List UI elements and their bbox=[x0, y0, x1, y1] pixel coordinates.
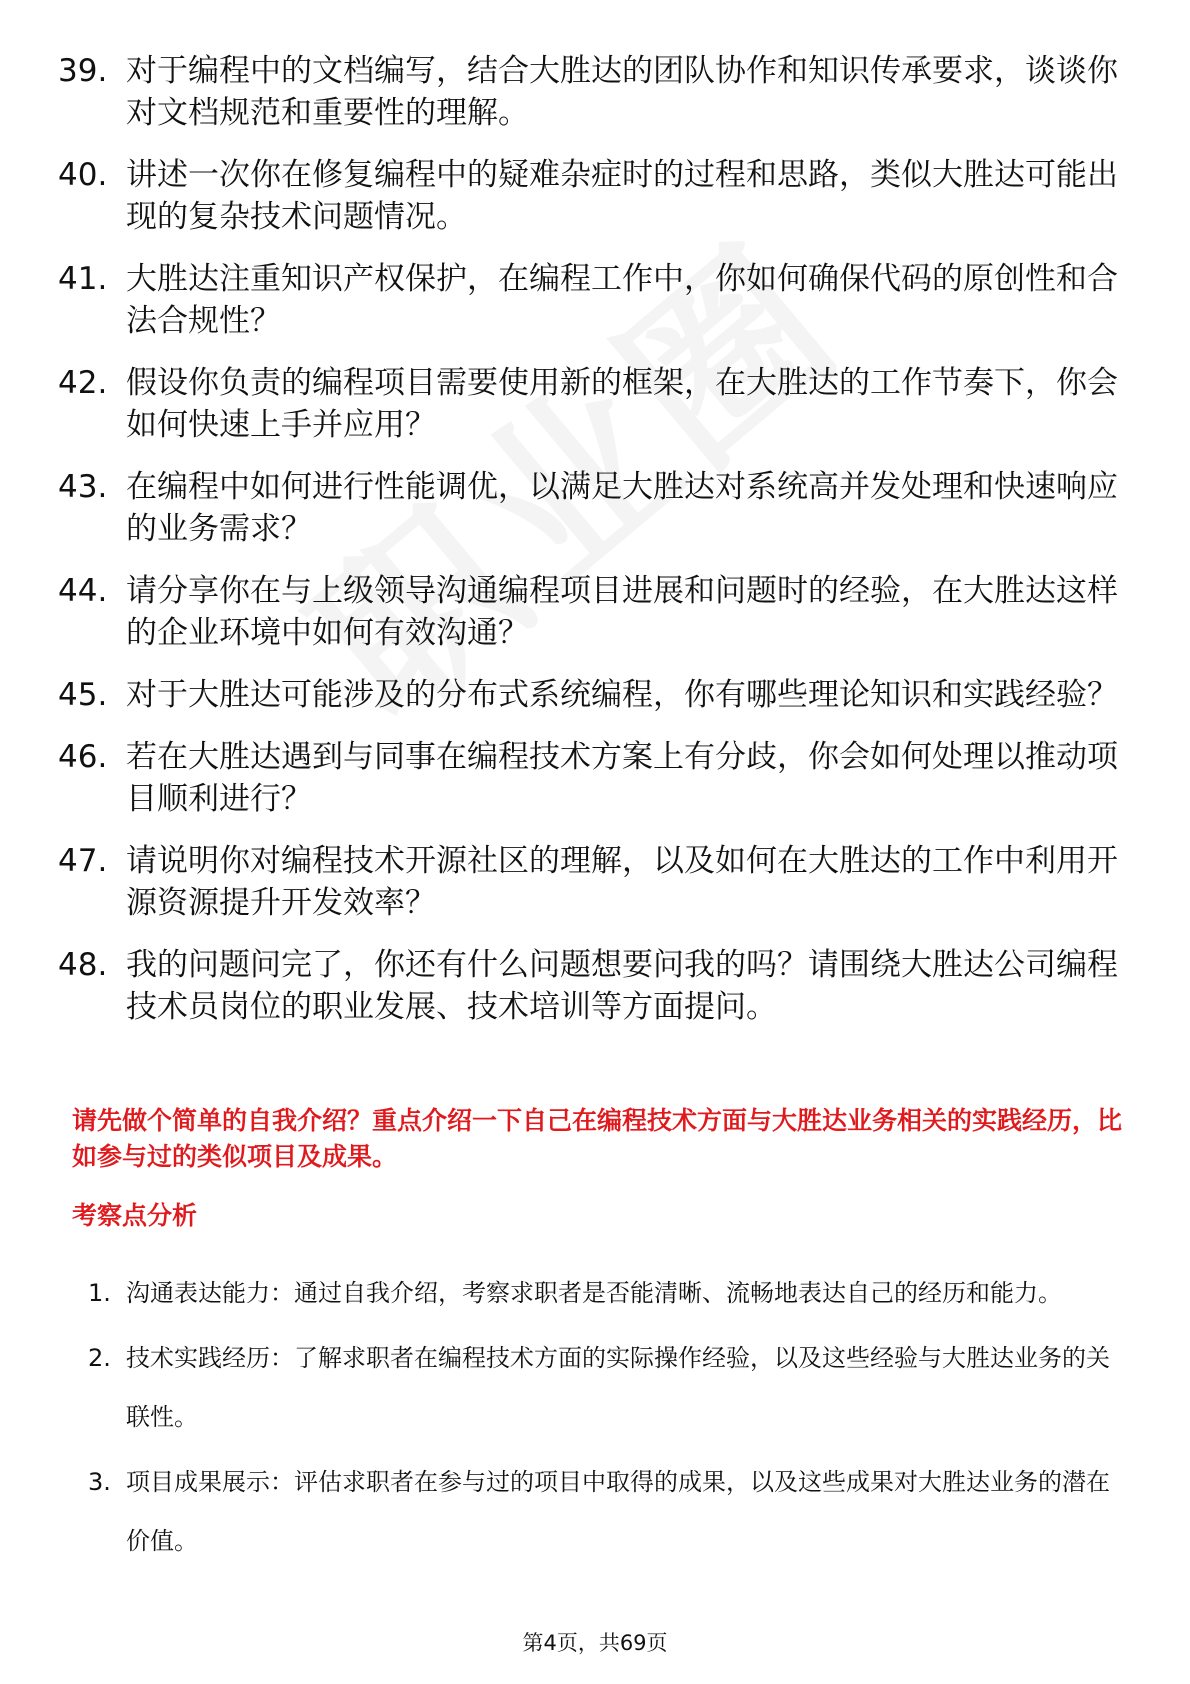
question-number: 42. bbox=[58, 365, 108, 401]
question-item bbox=[58, 466, 1118, 550]
question-item bbox=[58, 362, 1118, 446]
question-text: 对于编程中的文档编写，结合大胜达的团队协作和知识传承要求，谈谈你对文档规范和重要性的理解。 bbox=[126, 53, 1118, 131]
question-text: 讲述一次你在修复编程中的疑难杂症时的过程和思路，类似大胜达可能出现的复杂技术问题情况。 bbox=[126, 157, 1118, 235]
analysis-item bbox=[88, 1329, 1122, 1447]
question-number: 45. bbox=[58, 677, 108, 713]
question-number: 40. bbox=[58, 157, 108, 193]
question-item bbox=[58, 258, 1118, 342]
question-text: 我的问题问完了，你还有什么问题想要问我的吗？请围绕大胜达公司编程技术员岗位的职业发展、技术培训等方面提问。 bbox=[126, 947, 1118, 1025]
analysis-list bbox=[88, 1264, 1122, 1577]
question-text: 大胜达注重知识产权保护，在编程工作中，你如何确保代码的原创性和合法合规性？ bbox=[126, 261, 1118, 339]
analysis-item bbox=[88, 1453, 1122, 1571]
question-text: 假设你负责的编程项目需要使用新的框架，在大胜达的工作节奏下，你会如何快速上手并应用？ bbox=[126, 365, 1118, 443]
analysis-number: 3. bbox=[88, 1468, 111, 1496]
question-text: 请说明你对编程技术开源社区的理解，以及如何在大胜达的工作中利用开源资源提升开发效率？ bbox=[126, 843, 1118, 921]
analysis-text: 沟通表达能力：通过自我介绍，考察求职者是否能清晰、流畅地表达自己的经历和能力。 bbox=[126, 1279, 1062, 1307]
question-number: 43. bbox=[58, 469, 108, 505]
question-item bbox=[58, 154, 1118, 238]
question-number: 48. bbox=[58, 947, 108, 983]
question-item bbox=[58, 570, 1118, 654]
analysis-text: 技术实践经历：了解求职者在编程技术方面的实际操作经验，以及这些经验与大胜达业务的关联性。 bbox=[126, 1344, 1110, 1431]
analysis-title: 考察点分析 bbox=[72, 1201, 198, 1230]
question-number: 46. bbox=[58, 739, 108, 775]
page-footer: 第4页，共69页 bbox=[522, 1631, 668, 1655]
question-item bbox=[58, 840, 1118, 924]
question-number: 41. bbox=[58, 261, 108, 297]
analysis-number: 2. bbox=[88, 1344, 111, 1372]
question-number: 44. bbox=[58, 573, 108, 609]
question-item bbox=[58, 736, 1118, 820]
analysis-number: 1. bbox=[88, 1279, 111, 1307]
question-item bbox=[58, 674, 1118, 716]
analysis-item bbox=[88, 1264, 1122, 1323]
question-number: 47. bbox=[58, 843, 108, 879]
question-text: 在编程中如何进行性能调优，以满足大胜达对系统高并发处理和快速响应的业务需求？ bbox=[126, 469, 1118, 547]
question-list bbox=[58, 50, 1118, 1048]
question-text: 若在大胜达遇到与同事在编程技术方案上有分歧，你会如何处理以推动项目顺利进行？ bbox=[126, 739, 1118, 817]
question-text: 请分享你在与上级领导沟通编程项目进展和问题时的经验，在大胜达这样的企业环境中如何有效沟通？ bbox=[126, 573, 1118, 651]
question-number: 39. bbox=[58, 53, 108, 89]
question-text: 对于大胜达可能涉及的分布式系统编程，你有哪些理论知识和实践经验？ bbox=[126, 677, 1118, 713]
highlight-question: 请先做个简单的自我介绍？重点介绍一下自己在编程技术方面与大胜达业务相关的实践经历，比如参与过的类似项目及成果。 bbox=[72, 1106, 1123, 1171]
analysis-text: 项目成果展示：评估求职者在参与过的项目中取得的成果，以及这些成果对大胜达业务的潜在价值。 bbox=[126, 1468, 1110, 1555]
question-item bbox=[58, 50, 1118, 134]
question-item bbox=[58, 944, 1118, 1028]
